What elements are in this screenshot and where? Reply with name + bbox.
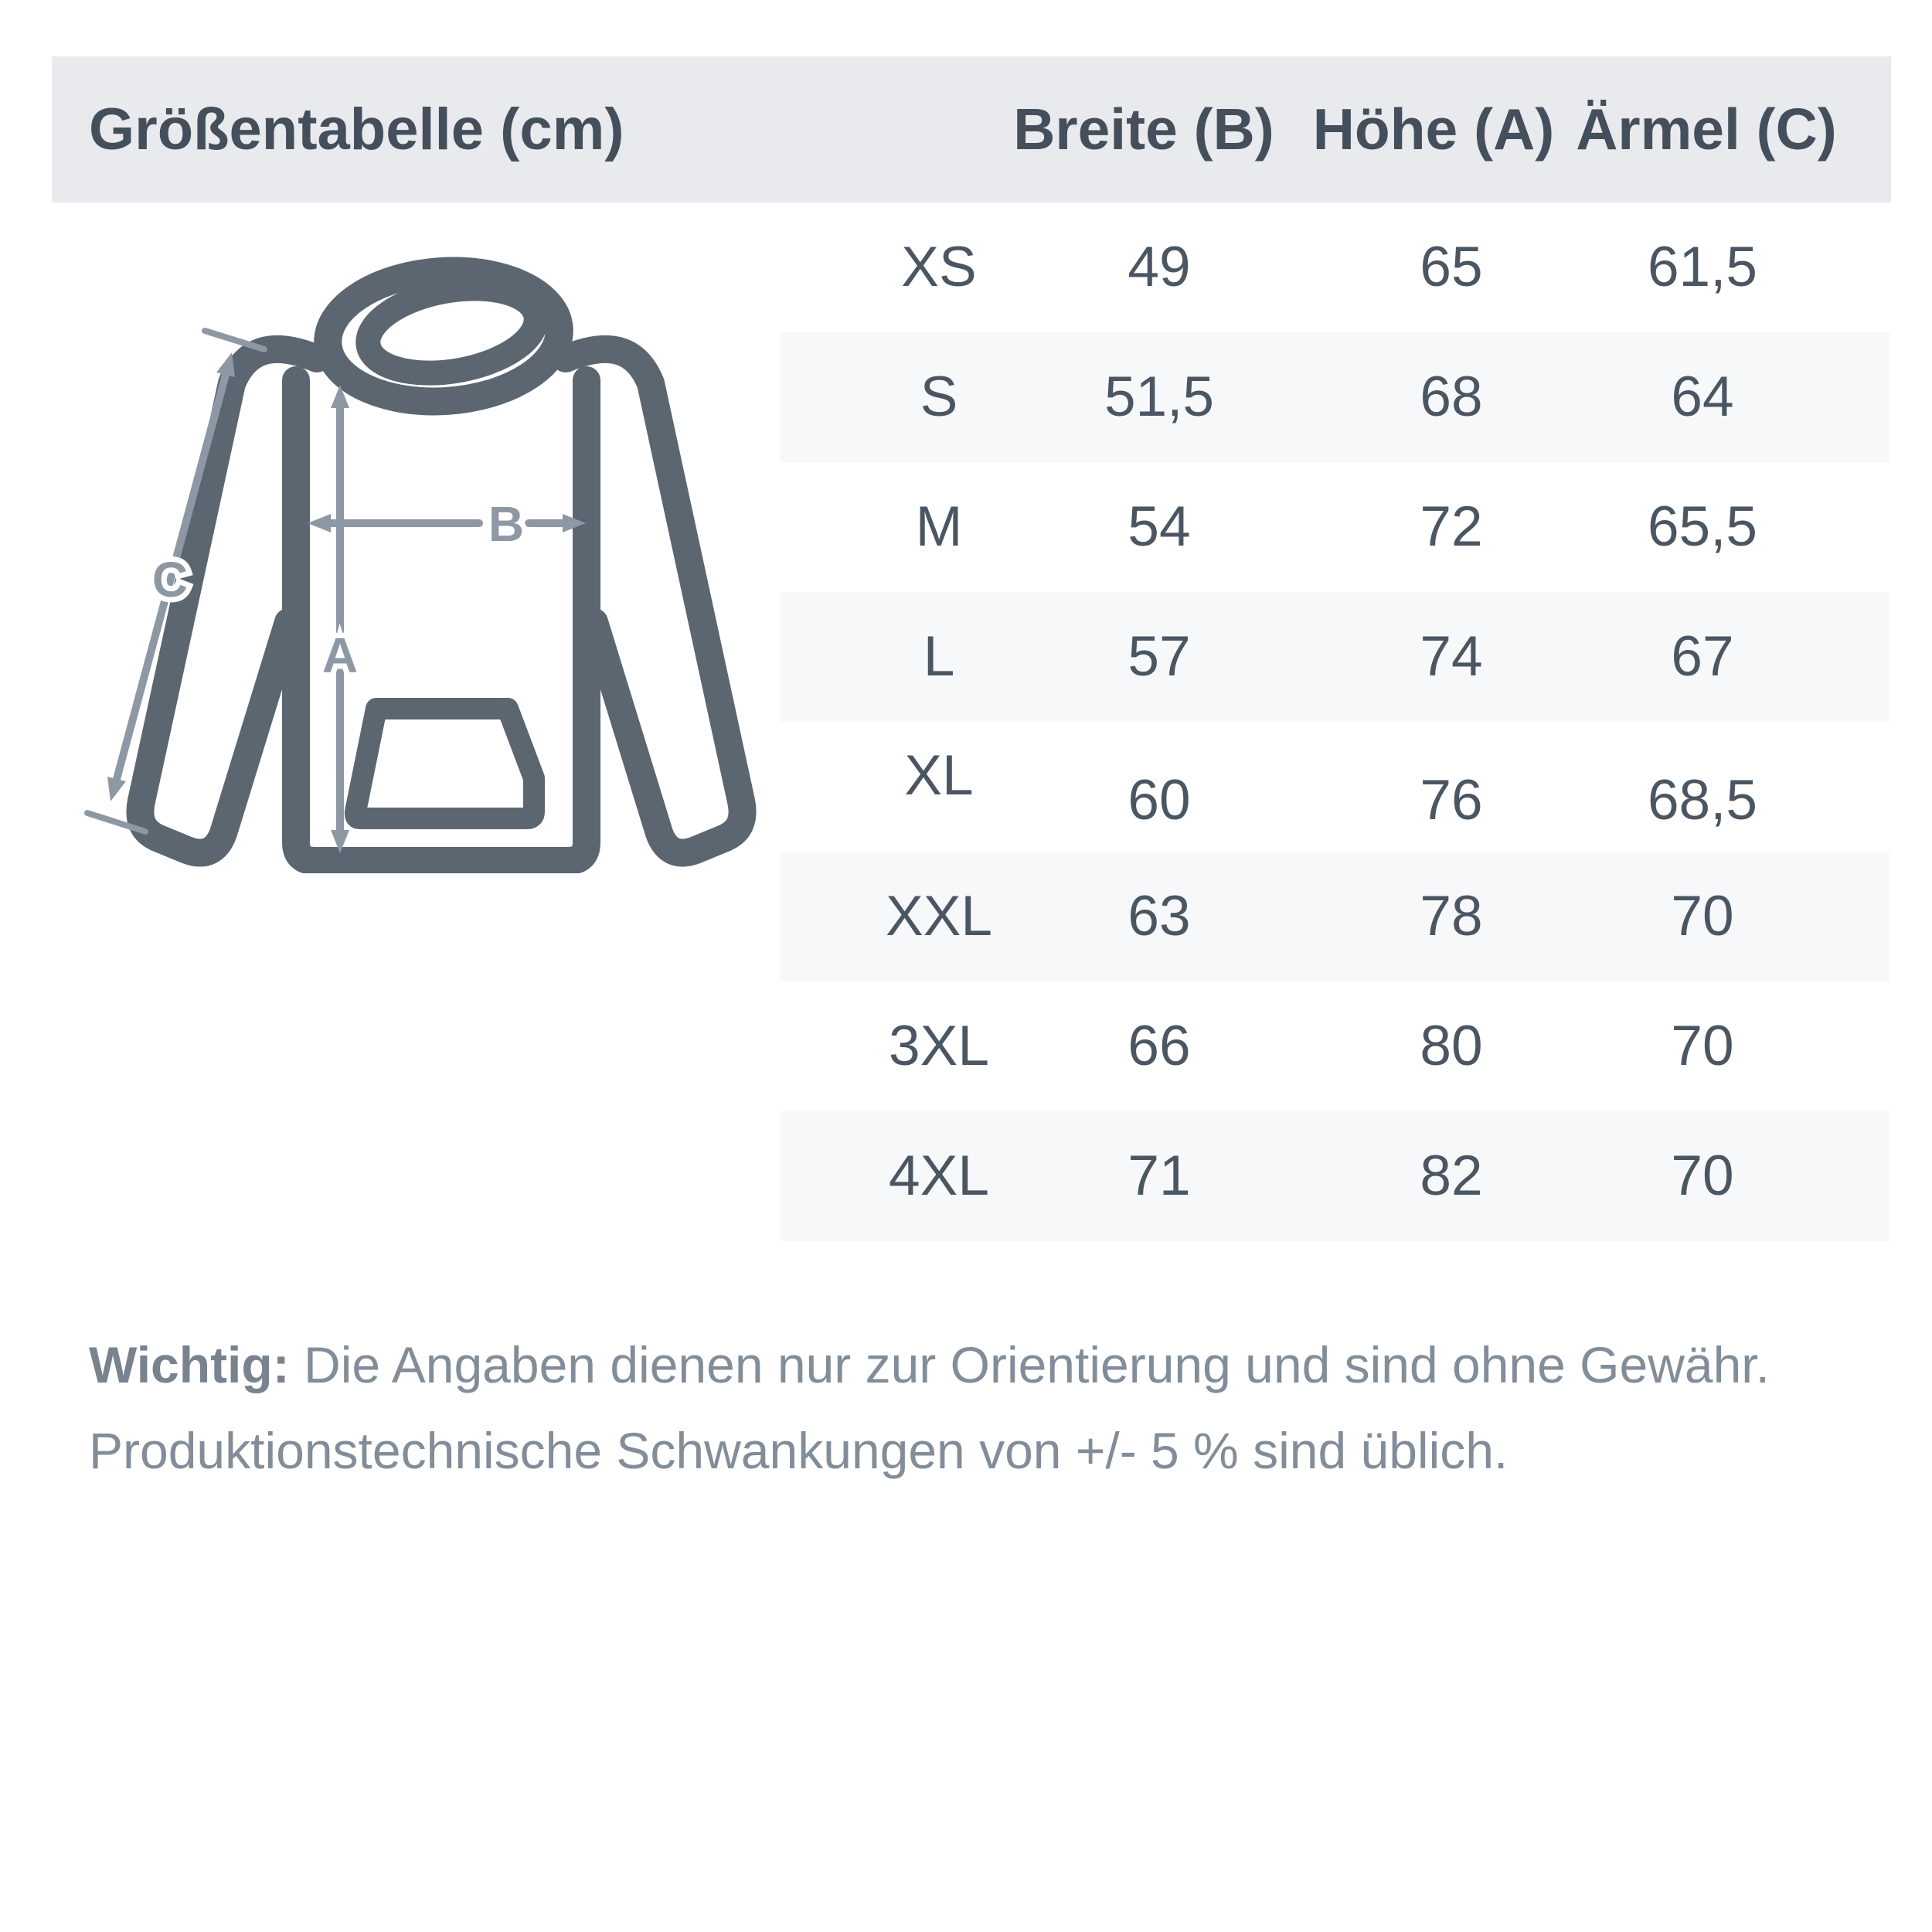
footer-note-line2: Produktionstechnische Schwankungen von +/- 5 % sind üblich. [89,1422,1509,1479]
column-header-hoehe: Höhe (A) [1312,97,1555,162]
footer-note [89,1322,1882,1494]
hoehe-cell: 82 [1420,1145,1483,1207]
measure-label-a: A [321,628,359,683]
size-cell: M [915,495,963,558]
hoehe-cell: 74 [1420,625,1483,688]
breite-cell: 49 [1128,236,1191,298]
size-cell: XL [904,744,974,807]
breite-cell: 54 [1128,495,1191,558]
breite-cell: 71 [1128,1145,1191,1207]
aermel-cell: 68,5 [1647,769,1758,832]
aermel-cell: 61,5 [1647,236,1758,298]
size-cell: XXL [886,885,992,947]
arrow-a [331,385,349,853]
table-row [781,592,1889,722]
size-cell: 4XL [889,1145,989,1207]
breite-cell: 51,5 [1104,366,1215,428]
table-row [781,332,1889,462]
size-cell: 3XL [889,1015,989,1077]
aermel-cell: 67 [1671,625,1734,688]
hoehe-cell: 78 [1420,885,1483,947]
table-row [781,722,1889,852]
hoehe-cell: 72 [1420,495,1483,558]
page-title: Größentabelle (cm) [89,97,624,162]
table-row [781,1111,1889,1241]
aermel-cell: 65,5 [1647,495,1758,558]
size-cell: S [920,366,958,428]
breite-cell: 66 [1128,1015,1191,1077]
footer-note-line1: Die Angaben dienen nur zur Orientierung und sind ohne Gewähr. [289,1336,1770,1393]
hoehe-cell: 76 [1420,769,1483,832]
size-cell: XS [901,236,977,298]
table-row [781,981,1889,1111]
breite-cell: 57 [1128,625,1191,688]
hoehe-cell: 80 [1420,1015,1483,1077]
breite-cell: 60 [1128,769,1191,832]
aermel-cell: 70 [1671,1015,1734,1077]
measure-label-b: B [488,496,525,552]
aermel-cell: 64 [1671,366,1734,428]
table-header [52,56,1891,202]
table-row [781,202,1889,332]
hoehe-cell: 65 [1420,236,1483,298]
table-row [781,462,1889,592]
pocket-outline [355,709,534,818]
hoehe-cell: 68 [1420,366,1483,428]
aermel-cell: 70 [1671,885,1734,947]
size-cell: L [923,625,955,688]
column-header-breite: Breite (B) [1013,97,1274,162]
footer-note-prefix: Wichtig: [89,1336,290,1393]
measure-label-c: C [151,552,189,607]
arrow-b [308,514,586,532]
hoodie-measurement-diagram [62,216,796,873]
aermel-cell: 70 [1671,1145,1734,1207]
column-header-aermel: Ärmel (C) [1576,97,1837,162]
breite-cell: 63 [1128,885,1191,947]
table-row [781,852,1889,981]
size-table-rows [781,202,1889,1241]
